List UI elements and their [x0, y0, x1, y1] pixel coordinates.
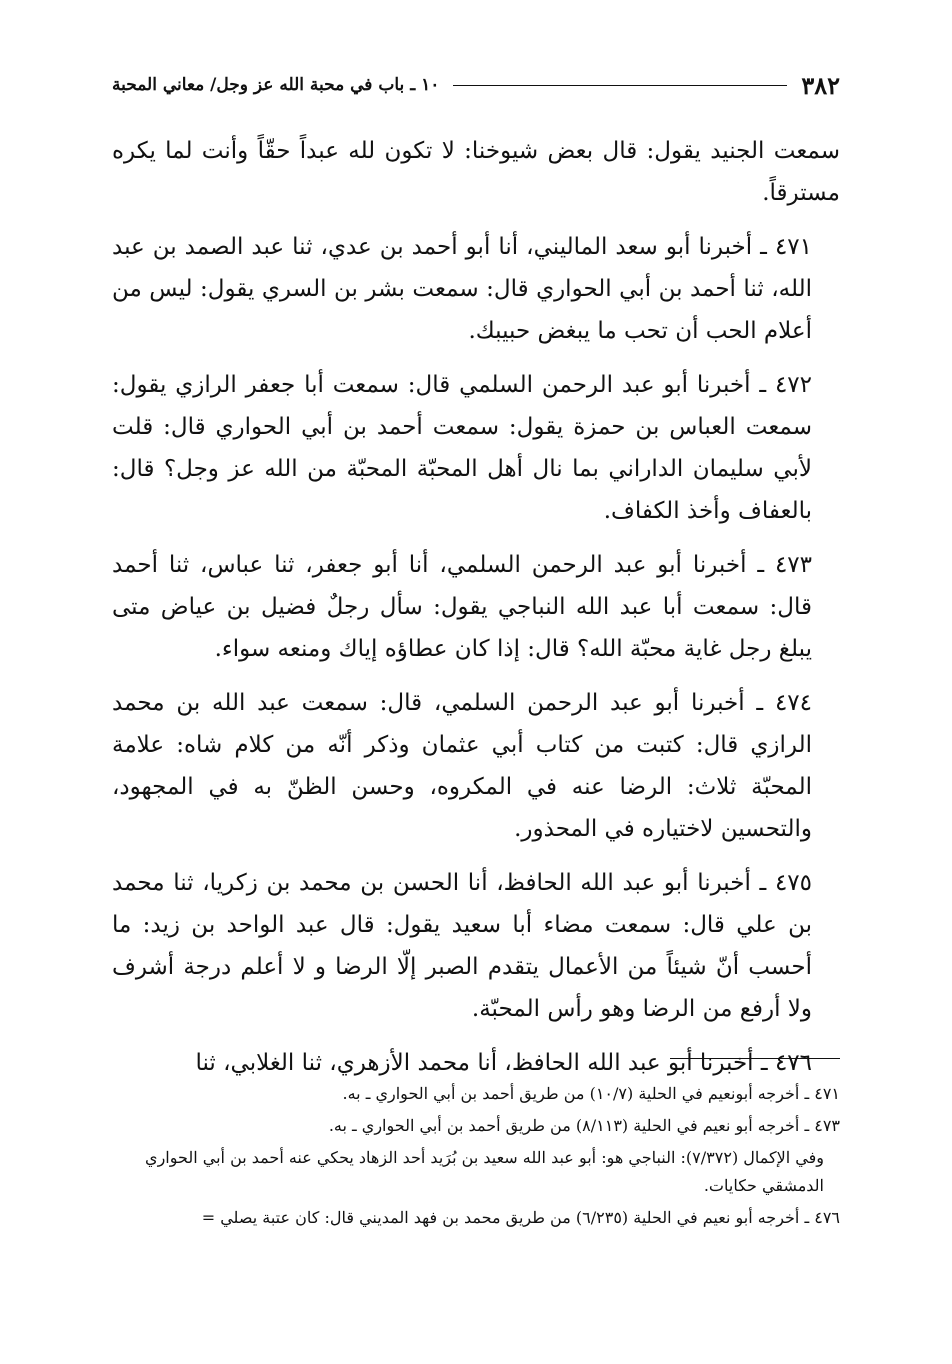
main-text — [112, 130, 840, 1096]
footnote-476: ٤٧٦ ـ أخرجه أبو نعيم في الحلية (٦/٢٣٥) من طريق محمد بن فهد المديني قال: كان عتبة يصلي = — [201, 1208, 840, 1227]
footnote-471: ٤٧١ ـ أخرجه أبونعيم في الحلية (١٠/٧) من طريق أحمد بن أبي الحواري ـ به. — [342, 1084, 840, 1103]
paragraph: سمعت الجنيد يقول: قال بعض شيوخنا: لا تكون لله عبداً حقّاً وأنت لما يكره مسترقاً. — [112, 138, 840, 206]
page-number: ٣٨٢ — [801, 70, 840, 100]
footnote-473: ٤٧٣ ـ أخرجه أبو نعيم في الحلية (٨/١١٣) من طريق أحمد بن أبي الحواري ـ به. — [328, 1116, 840, 1135]
paragraph-472: ٤٧٢ ـ أخبرنا أبو عبد الرحمن السلمي قال: سمعت أبا جعفر الرازي يقول: سمعت العباس بن حمزة يقول: سمعت أحمد بن أبي الحواري قال: قلت لأبي سليمان الداراني بما نال أهل المحبّة المحبّة من الله عز وجل؟ قال: بالعفاف وأخذ الكفاف. — [112, 372, 812, 524]
header-rule — [453, 85, 787, 86]
footnotes — [112, 1080, 840, 1236]
paragraph-475: ٤٧٥ ـ أخبرنا أبو عبد الله الحافظ، أنا الحسن بن محمد بن زكريا، ثنا محمد بن علي قال: سمعت مضاء أبا سعيد يقول: قال عبد الواحد بن زيد: ما أحسب أنّ شيئاً من الأعمال يتقدم الصبر إلّا الرضا و لا أعلم درجة أشرف ولا أرفع من الرضا وهو رأس المحبّة. — [112, 870, 812, 1022]
paragraph-473: ٤٧٣ ـ أخبرنا أبو عبد الرحمن السلمي، أنا أبو جعفر، ثنا عباس، ثنا أحمد قال: سمعت أبا عبد الله النباجي يقول: سأل رجلٌ فضيل بن عياض متى يبلغ رجل غاية محبّة الله؟ قال: إذا كان عطاؤه إياك ومنعه سواء. — [112, 552, 812, 662]
footnote-473-continued: وفي الإكمال (٧/٣٧٢): النباجي هو: أبو عبد الله سعيد بن بُرَيد أحد الزهاد يحكي عنه أحمد بن أبي الحواري الدمشقي حكايات. — [145, 1148, 824, 1195]
chapter-title: ١٠ ـ باب في محبة الله عز وجل/ معاني المحبة — [112, 75, 440, 95]
paragraph-476: ٤٧٦ ـ أخبرنا أبو عبد الله الحافظ، أنا محمد الأزهري، ثنا الغلابي، ثنا — [195, 1050, 812, 1076]
paragraph-471: ٤٧١ ـ أخبرنا أبو سعد الماليني، أنا أبو أحمد بن عدي، ثنا عبد الصمد بن عبد الله، ثنا أحمد بن أبي الحواري قال: سمعت بشر بن السري يقول: ليس من أعلام الحب أن تحب ما يبغض حبيبك. — [112, 234, 812, 344]
paragraph-474: ٤٧٤ ـ أخبرنا أبو عبد الرحمن السلمي، قال: سمعت عبد الله بن محمد الرازي قال: كتبت من كتاب أبي عثمان وذكر أنّه من كلام شاه: علامة المحبّة ثلاث: الرضا عنه في المكروه، وحسن الظنّ به في المجهود، والتحسين لاختياره في المحذور. — [112, 690, 812, 842]
footnote-separator — [670, 1058, 840, 1059]
page-header — [112, 60, 840, 110]
